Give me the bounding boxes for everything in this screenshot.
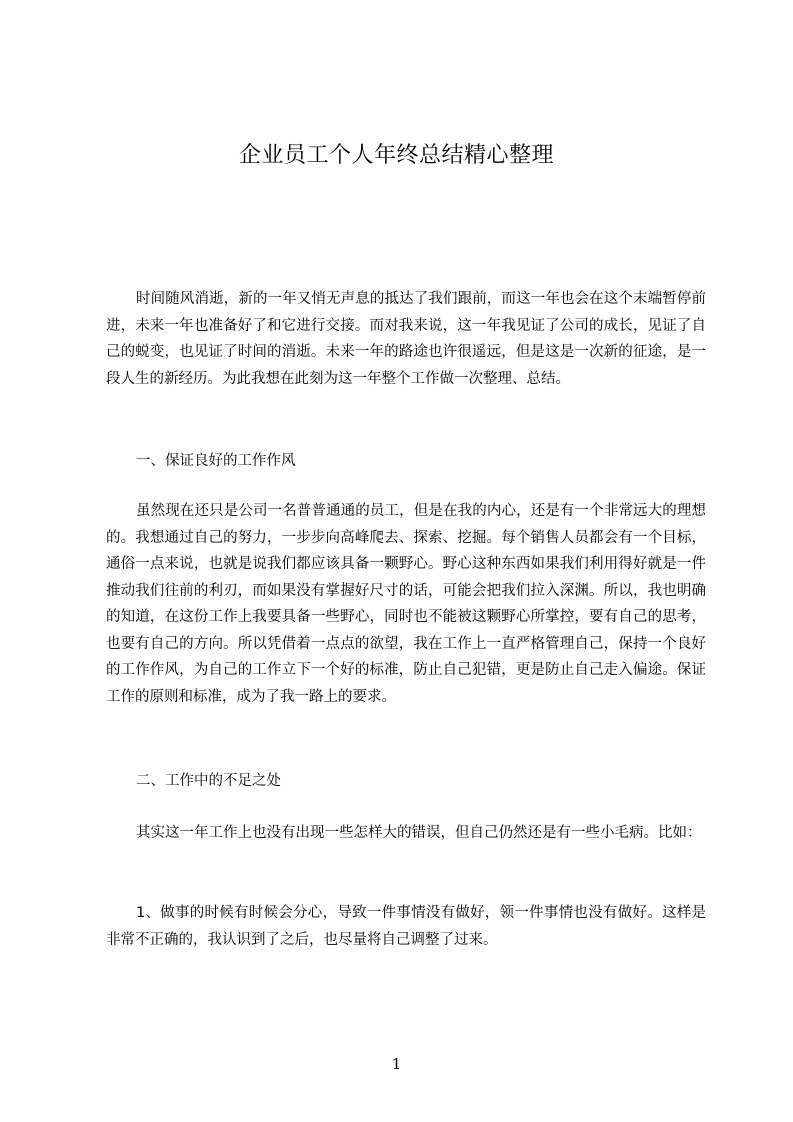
- section-heading-1: 一、保证良好的工作作风: [136, 453, 296, 469]
- page-number: 1: [391, 1055, 402, 1073]
- list-item-1: 1、做事的时候有时候会分心，导致一件事情没有做好，领一件事情也没有做好。这样是非常不正确的，我认识到了之后，也尽量将自己调整了过来。: [106, 905, 706, 948]
- section-heading-2: 二、工作中的不足之处: [136, 773, 281, 789]
- section-body-2: 其实这一年工作上也没有出现一些怎样大的错误，但自己仍然还是有一些小毛病。比如：: [136, 825, 702, 841]
- section-body-1: 虽然现在还只是公司一名普普通通的员工，但是在我的内心，还是有一个非常远大的理想的。我想通过自己的努力，一步步向高峰爬去、探索、挖掘。每个销售人员都会有一个目标，通俗一点来说，也就是说我们都应该具备一颗野心。野心这种东西如果我们利用得好就是一件推动我们往前的利刃，而如果没有掌握好尺寸的话，可能会把我们拉入深渊。所以，我也明确的知道，在这份工作上我要具备一些野心，同时也不能被这颗野心所掌控，要有自己的思考，也要有自己的方向。所以凭借着一点点的欲望，我在工作上一直严格管理自己，保持一个良好的工作作风，为自己的工作立下一个好的标准，防止自己犯错，更是防止自己走入偏途。保证工作的原则和标准，成为了我一路上的要求。: [106, 503, 706, 705]
- intro-paragraph: 时间随风消逝，新的一年又悄无声息的抵达了我们跟前，而这一年也会在这个末端暂停前进，未来一年也准备好了和它进行交接。而对我来说，这一年我见证了公司的成长，见证了自己的蜕变，也见证了时间的消逝。未来一年的路途也许很遥远，但是这是一次新的征途，是一段人生的新经历。为此我想在此刻为这一年整个工作做一次整理、总结。: [106, 291, 706, 387]
- document-title: 企业员工个人年终总结精心整理: [238, 143, 554, 168]
